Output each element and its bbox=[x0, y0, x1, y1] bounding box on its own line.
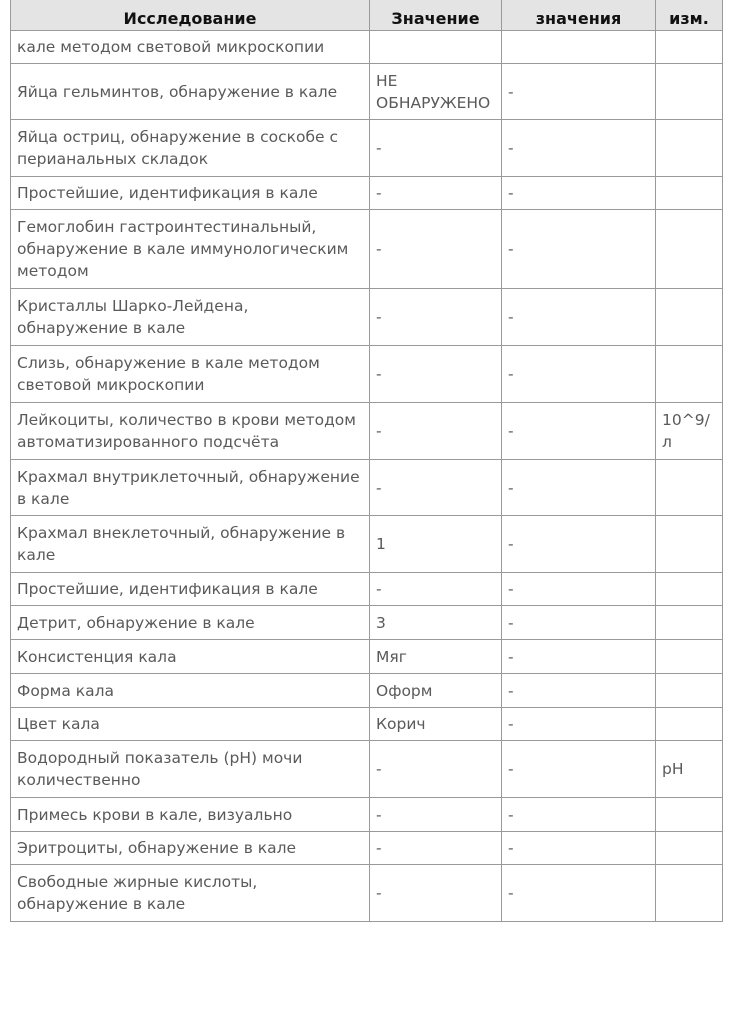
value-cell: - bbox=[370, 460, 502, 516]
value-cell: Корич bbox=[370, 708, 502, 741]
table-body bbox=[11, 31, 723, 922]
reference-cell: - bbox=[502, 177, 656, 210]
table-row bbox=[11, 865, 723, 922]
test-name-cell: Цвет кала bbox=[11, 708, 370, 741]
value-cell: 1 bbox=[370, 516, 502, 573]
value-cell: - bbox=[370, 865, 502, 922]
table-row bbox=[11, 289, 723, 346]
unit-cell bbox=[656, 289, 723, 346]
header-value: Значение bbox=[370, 0, 502, 31]
unit-cell bbox=[656, 31, 723, 64]
value-cell: Мяг bbox=[370, 640, 502, 674]
reference-cell: - bbox=[502, 120, 656, 177]
unit-cell bbox=[656, 460, 723, 516]
value-cell: - bbox=[370, 832, 502, 865]
unit-cell bbox=[656, 120, 723, 177]
test-name-cell: Кристаллы Шарко-Лейдена, обнаружение в кале bbox=[11, 289, 370, 346]
reference-cell: - bbox=[502, 674, 656, 708]
reference-cell: - bbox=[502, 798, 656, 832]
table-row bbox=[11, 346, 723, 403]
test-name-cell: Простейшие, идентификация в кале bbox=[11, 177, 370, 210]
reference-cell: - bbox=[502, 403, 656, 460]
unit-cell bbox=[656, 210, 723, 289]
value-cell: - bbox=[370, 741, 502, 798]
unit-cell: pH bbox=[656, 741, 723, 798]
table-row bbox=[11, 832, 723, 865]
value-cell: 3 bbox=[370, 606, 502, 640]
header-unit: изм. bbox=[656, 0, 723, 31]
reference-cell: - bbox=[502, 606, 656, 640]
unit-cell: 10^9/л bbox=[656, 403, 723, 460]
unit-cell bbox=[656, 708, 723, 741]
value-cell: - bbox=[370, 346, 502, 403]
test-name-cell: Крахмал внеклеточный, обнаружение в кале bbox=[11, 516, 370, 573]
reference-cell: - bbox=[502, 460, 656, 516]
value-cell: - bbox=[370, 403, 502, 460]
table-row bbox=[11, 640, 723, 674]
test-name-cell: Водородный показатель (pH) мочи количественно bbox=[11, 741, 370, 798]
test-name-cell: кале методом световой микроскопии bbox=[11, 31, 370, 64]
test-name-cell: Яйца гельминтов, обнаружение в кале bbox=[11, 64, 370, 120]
test-name-cell: Форма кала bbox=[11, 674, 370, 708]
reference-cell: - bbox=[502, 516, 656, 573]
unit-cell bbox=[656, 865, 723, 922]
header-reference: значения bbox=[502, 0, 656, 31]
table-header-row bbox=[11, 0, 723, 31]
test-name-cell: Простейшие, идентификация в кале bbox=[11, 573, 370, 606]
test-name-cell: Лейкоциты, количество в крови методом автоматизированного подсчёта bbox=[11, 403, 370, 460]
results-table bbox=[10, 0, 723, 922]
value-cell bbox=[370, 31, 502, 64]
table-row bbox=[11, 606, 723, 640]
reference-cell: - bbox=[502, 865, 656, 922]
test-name-cell: Детрит, обнаружение в кале bbox=[11, 606, 370, 640]
reference-cell: - bbox=[502, 346, 656, 403]
value-cell: Оформ bbox=[370, 674, 502, 708]
unit-cell bbox=[656, 64, 723, 120]
test-name-cell: Примесь крови в кале, визуально bbox=[11, 798, 370, 832]
unit-cell bbox=[656, 516, 723, 573]
test-name-cell: Яйца остриц, обнаружение в соскобе с перианальных складок bbox=[11, 120, 370, 177]
unit-cell bbox=[656, 674, 723, 708]
value-cell: - bbox=[370, 573, 502, 606]
table-row bbox=[11, 573, 723, 606]
table-row bbox=[11, 674, 723, 708]
test-name-cell: Консистенция кала bbox=[11, 640, 370, 674]
unit-cell bbox=[656, 177, 723, 210]
unit-cell bbox=[656, 832, 723, 865]
reference-cell: - bbox=[502, 708, 656, 741]
table-row bbox=[11, 403, 723, 460]
unit-cell bbox=[656, 640, 723, 674]
table-row bbox=[11, 210, 723, 289]
reference-cell bbox=[502, 31, 656, 64]
value-cell: - bbox=[370, 177, 502, 210]
test-name-cell: Гемоглобин гастроинтестинальный, обнаружение в кале иммунологическим методом bbox=[11, 210, 370, 289]
test-name-cell: Свободные жирные кислоты, обнаружение в кале bbox=[11, 865, 370, 922]
unit-cell bbox=[656, 573, 723, 606]
table-row bbox=[11, 31, 723, 64]
value-cell: НЕ ОБНАРУЖЕНО bbox=[370, 64, 502, 120]
value-cell: - bbox=[370, 289, 502, 346]
value-cell: - bbox=[370, 120, 502, 177]
reference-cell: - bbox=[502, 832, 656, 865]
test-name-cell: Эритроциты, обнаружение в кале bbox=[11, 832, 370, 865]
reference-cell: - bbox=[502, 289, 656, 346]
value-cell: - bbox=[370, 210, 502, 289]
table-row bbox=[11, 120, 723, 177]
test-name-cell: Слизь, обнаружение в кале методом световой микроскопии bbox=[11, 346, 370, 403]
table-row bbox=[11, 741, 723, 798]
reference-cell: - bbox=[502, 573, 656, 606]
table-row bbox=[11, 516, 723, 573]
reference-cell: - bbox=[502, 210, 656, 289]
unit-cell bbox=[656, 346, 723, 403]
reference-cell: - bbox=[502, 741, 656, 798]
table-row bbox=[11, 64, 723, 120]
unit-cell bbox=[656, 798, 723, 832]
test-name-cell: Крахмал внутриклеточный, обнаружение в кале bbox=[11, 460, 370, 516]
header-test: Исследование bbox=[11, 0, 370, 31]
unit-cell bbox=[656, 606, 723, 640]
table-row bbox=[11, 177, 723, 210]
table-row bbox=[11, 708, 723, 741]
table-row bbox=[11, 460, 723, 516]
reference-cell: - bbox=[502, 640, 656, 674]
table-row bbox=[11, 798, 723, 832]
reference-cell: - bbox=[502, 64, 656, 120]
value-cell: - bbox=[370, 798, 502, 832]
